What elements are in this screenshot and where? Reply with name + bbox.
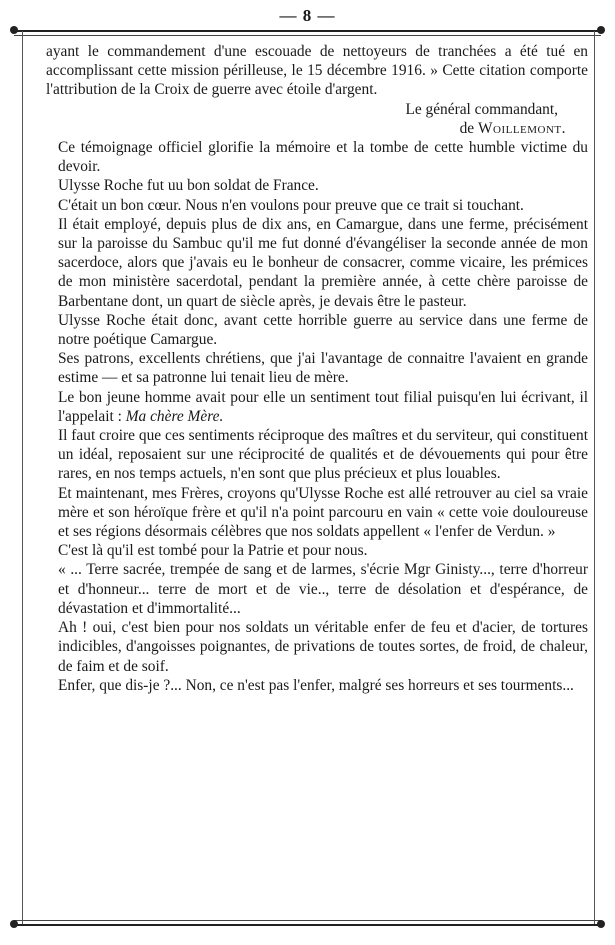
continuation-paragraph: ayant le commandement d'une escouade de nettoyeurs de tranchées a été tué en accomplissant cette mission périlleuse, le 15 décembre 1916. » Cette citation comporte l'attribution de la Croix de guerre avec étoile d'argent. <box>46 43 588 99</box>
signature-prefix: de <box>459 119 478 137</box>
paragraph: Il était employé, depuis plus de dix ans, en Camargue, dans une ferme, précisément sur la paroisse du Sambuc qu'il me fut donné d'évangéliser la seconde année de mon sacerdoce, alors que j'avais eu le bonheur de consacrer, comme vicaire, les prémices de mon ministère sacerdotal, pendant la première année, à cette chère paroisse de Barbentane dont, un quart de siècle après, je devais être le pasteur. <box>58 215 588 310</box>
paragraph: Ulysse Roche fut uu bon soldat de France. <box>58 177 319 195</box>
top-right-ornament <box>597 26 605 34</box>
paragraph: « ... Terre sacrée, trempée de sang et de larmes, s'écrie Mgr Ginisty..., terre d'horreur et d'honneur... terre de mort et de vie.., terre de désolation et d'espérance, de dévastation et d'immortalité... <box>58 561 588 617</box>
top-left-ornament <box>10 26 18 34</box>
right-frame-line <box>594 31 595 924</box>
body-text <box>46 42 588 695</box>
page-number: — 8 — <box>279 6 336 25</box>
bottom-left-ornament <box>10 920 18 928</box>
paragraph: Ulysse Roche était donc, avant cette horrible guerre au service dans une ferme de notre poétique Camargue. <box>58 311 588 349</box>
top-rule-inner <box>14 35 601 36</box>
signature-title: Le général commandant, <box>405 100 558 118</box>
letter-paragraph <box>52 388 588 426</box>
letter-quote: Ma chère Mère. <box>125 407 224 425</box>
paragraph: Ce témoignage officiel glorifie la mémoire et la tombe de cette humble victime du devoir. <box>58 139 588 176</box>
bottom-right-ornament <box>597 920 605 928</box>
signature-name-line <box>52 119 588 138</box>
paragraph: Enfer, que dis-je ?... Non, ce n'est pas l'enfer, malgré ses horreurs et ses tourments... <box>58 676 574 694</box>
paragraph: Il faut croire que ces sentiments réciproque des maîtres et du serviteur, qui constituent un idéal, reposaient sur une réciprocité de qualités et de dévouements qui pour être rares, en nos temps actuels, n'en sont que plus précieux et plus louables. <box>58 427 588 483</box>
left-frame-line <box>22 31 23 924</box>
bottom-rule <box>14 924 601 926</box>
paragraph: Et maintenant, mes Frères, croyons qu'Ulysse Roche est allé retrouver au ciel sa vraie mère et son héroïque frère et qu'il n'a point parcouru en vain « cette voie douloureuse et ses régions désormais célèbres que nos soldats appellent « l'enfer de Verdun. » <box>58 484 588 541</box>
bottom-rule-inner <box>14 920 601 921</box>
top-rule <box>14 30 601 32</box>
paragraph: C'est là qu'il est tombé pour la Patrie et pour nous. <box>58 542 368 560</box>
paragraph: C'était un bon cœur. Nous n'en voulons pour preuve que ce trait si touchant. <box>58 196 524 214</box>
signature-name: Woillemont. <box>477 119 566 137</box>
paragraph: Ses patrons, excellents chrétiens, que j'ai l'avantage de connaitre l'avaient en grande estime — et sa patronne lui tenait lieu de mère. <box>58 350 588 387</box>
paragraph: Ah ! oui, c'est bien pour nos soldats un véritable enfer de feu et d'acier, de tortures indicibles, d'angoisses poignantes, de privations de toutes sortes, de froid, de chaleur, de faim et de soif. <box>58 619 588 675</box>
letter-paragraph-text: Le bon jeune homme avait pour elle un sentiment tout filial puisqu'en lui écrivant, il l'appelait : <box>58 388 588 425</box>
